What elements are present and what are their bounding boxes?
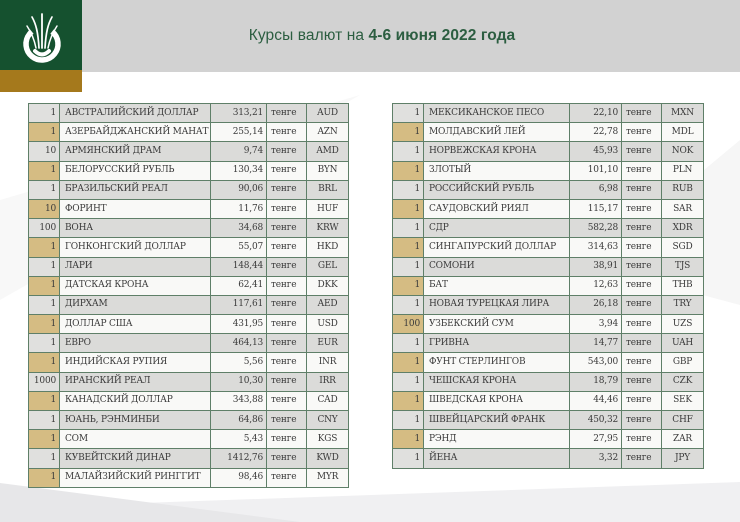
currency-name-cell: ГОНКОНГСКИЙ ДОЛЛАР (60, 238, 211, 257)
currency-code-cell: AMD (307, 142, 349, 161)
table-row (29, 219, 349, 238)
rate-cell: 115,17 (570, 199, 622, 218)
unit-cell: тенге (267, 276, 307, 295)
unit-cell: тенге (622, 430, 662, 449)
table-row (29, 276, 349, 295)
currency-name-cell: КАНАДСКИЙ ДОЛЛАР (60, 391, 211, 410)
currency-name-cell: ШВЕЙЦАРСКИЙ ФРАНК (424, 411, 570, 430)
unit-cell: тенге (622, 161, 662, 180)
rate-cell: 26,18 (570, 295, 622, 314)
qty-cell: 1 (393, 161, 424, 180)
rate-cell: 1412,76 (211, 449, 267, 468)
qty-cell: 1 (393, 142, 424, 161)
currency-code-cell: ZAR (662, 430, 704, 449)
currency-name-cell: ЧЕШСКАЯ КРОНА (424, 372, 570, 391)
unit-cell: тенге (267, 219, 307, 238)
currency-name-cell: СОМОНИ (424, 257, 570, 276)
rate-cell: 431,95 (211, 315, 267, 334)
rate-cell: 22,78 (570, 123, 622, 142)
page-title (24, 0, 740, 72)
table-row (393, 449, 704, 468)
currency-name-cell: ФОРИНТ (60, 199, 211, 218)
qty-cell: 1 (393, 219, 424, 238)
currency-code-cell: TRY (662, 295, 704, 314)
unit-cell: тенге (267, 430, 307, 449)
currency-code-cell: NOK (662, 142, 704, 161)
currency-code-cell: UAH (662, 334, 704, 353)
currency-name-cell: ЗЛОТЫЙ (424, 161, 570, 180)
unit-cell: тенге (622, 372, 662, 391)
rate-cell: 6,98 (570, 180, 622, 199)
qty-cell: 10 (29, 142, 60, 161)
unit-cell: тенге (267, 449, 307, 468)
unit-cell: тенге (622, 219, 662, 238)
logo-gold-block (0, 70, 82, 92)
qty-cell: 1 (393, 430, 424, 449)
bank-logo (0, 0, 82, 70)
table-row (393, 411, 704, 430)
table-row (29, 104, 349, 123)
rate-cell: 12,63 (570, 276, 622, 295)
table-row (29, 372, 349, 391)
currency-name-cell: БАТ (424, 276, 570, 295)
unit-cell: тенге (267, 161, 307, 180)
currency-name-cell: ИНДИЙСКАЯ РУПИЯ (60, 353, 211, 372)
qty-cell: 1 (29, 353, 60, 372)
unit-cell: тенге (267, 391, 307, 410)
currency-name-cell: ИРАНСКИЙ РЕАЛ (60, 372, 211, 391)
rate-cell: 582,28 (570, 219, 622, 238)
unit-cell: тенге (622, 295, 662, 314)
currency-name-cell: ЛАРИ (60, 257, 211, 276)
currency-name-cell: САУДОВСКИЙ РИЯЛ (424, 199, 570, 218)
unit-cell: тенге (267, 468, 307, 487)
currency-name-cell: АЗЕРБАЙДЖАНСКИЙ МАНАТ (60, 123, 211, 142)
currency-name-cell: ШВЕДСКАЯ КРОНА (424, 391, 570, 410)
qty-cell: 1 (29, 295, 60, 314)
qty-cell: 1 (29, 276, 60, 295)
currency-code-cell: KGS (307, 430, 349, 449)
table-row (29, 180, 349, 199)
qty-cell: 1000 (29, 372, 60, 391)
table-row (393, 257, 704, 276)
qty-cell: 1 (393, 123, 424, 142)
rate-cell: 464,13 (211, 334, 267, 353)
currency-code-cell: RUB (662, 180, 704, 199)
unit-cell: тенге (622, 449, 662, 468)
currency-code-cell: JPY (662, 449, 704, 468)
table-row (29, 161, 349, 180)
table-row (29, 430, 349, 449)
currency-code-cell: HUF (307, 199, 349, 218)
currency-name-cell: НОРВЕЖСКАЯ КРОНА (424, 142, 570, 161)
rate-cell: 3,94 (570, 315, 622, 334)
qty-cell: 10 (29, 199, 60, 218)
qty-cell: 1 (29, 257, 60, 276)
currency-code-cell: PLN (662, 161, 704, 180)
currency-name-cell: АВСТРАЛИЙСКИЙ ДОЛЛАР (60, 104, 211, 123)
rate-cell: 55,07 (211, 238, 267, 257)
currency-name-cell: ДОЛЛАР США (60, 315, 211, 334)
currency-code-cell: SGD (662, 238, 704, 257)
currency-name-cell: ФУНТ СТЕРЛИНГОВ (424, 353, 570, 372)
table-row (29, 411, 349, 430)
unit-cell: тенге (622, 391, 662, 410)
rate-cell: 11,76 (211, 199, 267, 218)
table-row (393, 276, 704, 295)
rate-cell: 148,44 (211, 257, 267, 276)
table-row (29, 295, 349, 314)
currency-code-cell: HKD (307, 238, 349, 257)
qty-cell: 1 (29, 334, 60, 353)
currency-name-cell: ДИРХАМ (60, 295, 211, 314)
rate-cell: 255,14 (211, 123, 267, 142)
qty-cell: 1 (393, 411, 424, 430)
table-row (29, 353, 349, 372)
rate-cell: 22,10 (570, 104, 622, 123)
currency-name-cell: НОВАЯ ТУРЕЦКАЯ ЛИРА (424, 295, 570, 314)
currency-name-cell: УЗБЕКСКИЙ СУМ (424, 315, 570, 334)
unit-cell: тенге (267, 295, 307, 314)
unit-cell: тенге (267, 104, 307, 123)
qty-cell: 1 (29, 391, 60, 410)
unit-cell: тенге (622, 180, 662, 199)
unit-cell: тенге (622, 238, 662, 257)
qty-cell: 1 (393, 257, 424, 276)
currency-name-cell: ВОНА (60, 219, 211, 238)
rate-cell: 543,00 (570, 353, 622, 372)
table-row (29, 142, 349, 161)
qty-cell: 1 (393, 295, 424, 314)
table-row (29, 468, 349, 487)
table-row (393, 180, 704, 199)
currency-code-cell: KRW (307, 219, 349, 238)
rate-cell: 130,34 (211, 161, 267, 180)
qty-cell: 1 (29, 104, 60, 123)
table-row (29, 199, 349, 218)
unit-cell: тенге (267, 257, 307, 276)
currency-code-cell: DKK (307, 276, 349, 295)
exchange-rates-table-right (392, 103, 704, 469)
currency-name-cell: СИНГАПУРСКИЙ ДОЛЛАР (424, 238, 570, 257)
currency-name-cell: СДР (424, 219, 570, 238)
currency-code-cell: IRR (307, 372, 349, 391)
rate-cell: 343,88 (211, 391, 267, 410)
currency-code-cell: CHF (662, 411, 704, 430)
unit-cell: тенге (267, 411, 307, 430)
table-row (393, 161, 704, 180)
currency-name-cell: РОССИЙСКИЙ РУБЛЬ (424, 180, 570, 199)
currency-code-cell: CAD (307, 391, 349, 410)
title-regular: Курсы валют на (248, 27, 369, 44)
rate-cell: 62,41 (211, 276, 267, 295)
qty-cell: 1 (393, 391, 424, 410)
unit-cell: тенге (267, 199, 307, 218)
table-row (393, 199, 704, 218)
qty-cell: 1 (393, 449, 424, 468)
rate-cell: 14,77 (570, 334, 622, 353)
rate-cell: 9,74 (211, 142, 267, 161)
table-row (393, 142, 704, 161)
currency-name-cell: АРМЯНСКИЙ ДРАМ (60, 142, 211, 161)
table-row (29, 391, 349, 410)
qty-cell: 1 (393, 180, 424, 199)
rate-cell: 90,06 (211, 180, 267, 199)
currency-code-cell: XDR (662, 219, 704, 238)
unit-cell: тенге (267, 372, 307, 391)
unit-cell: тенге (622, 315, 662, 334)
qty-cell: 1 (393, 372, 424, 391)
rate-cell: 27,95 (570, 430, 622, 449)
table-row (393, 219, 704, 238)
rate-cell: 3,32 (570, 449, 622, 468)
qty-cell: 1 (393, 238, 424, 257)
table-row (393, 315, 704, 334)
currency-code-cell: AUD (307, 104, 349, 123)
currency-code-cell: UZS (662, 315, 704, 334)
currency-code-cell: GBP (662, 353, 704, 372)
currency-code-cell: BYN (307, 161, 349, 180)
qty-cell: 100 (393, 315, 424, 334)
currency-code-cell: TJS (662, 257, 704, 276)
table-row (29, 334, 349, 353)
currency-name-cell: СОМ (60, 430, 211, 449)
currency-name-cell: ЙЕНА (424, 449, 570, 468)
currency-code-cell: THB (662, 276, 704, 295)
rate-cell: 44,46 (570, 391, 622, 410)
unit-cell: тенге (267, 353, 307, 372)
qty-cell: 1 (29, 315, 60, 334)
unit-cell: тенге (622, 199, 662, 218)
qty-cell: 1 (393, 104, 424, 123)
bank-emblem-icon (20, 7, 64, 65)
rate-cell: 5,56 (211, 353, 267, 372)
qty-cell: 1 (29, 161, 60, 180)
table-row (29, 449, 349, 468)
table-row (29, 123, 349, 142)
table-row (393, 295, 704, 314)
rate-cell: 45,93 (570, 142, 622, 161)
unit-cell: тенге (622, 123, 662, 142)
table-row (393, 238, 704, 257)
unit-cell: тенге (622, 276, 662, 295)
currency-code-cell: MDL (662, 123, 704, 142)
rate-cell: 117,61 (211, 295, 267, 314)
table-row (29, 315, 349, 334)
currency-name-cell: МОЛДАВСКИЙ ЛЕЙ (424, 123, 570, 142)
rate-cell: 98,46 (211, 468, 267, 487)
currency-code-cell: MXN (662, 104, 704, 123)
rate-cell: 101,10 (570, 161, 622, 180)
qty-cell: 1 (29, 468, 60, 487)
currency-code-cell: SEK (662, 391, 704, 410)
table-row (393, 372, 704, 391)
unit-cell: тенге (622, 257, 662, 276)
currency-name-cell: ГРИВНА (424, 334, 570, 353)
currency-name-cell: РЭНД (424, 430, 570, 449)
rate-cell: 18,79 (570, 372, 622, 391)
qty-cell: 1 (393, 199, 424, 218)
unit-cell: тенге (622, 104, 662, 123)
qty-cell: 1 (29, 411, 60, 430)
rate-cell: 5,43 (211, 430, 267, 449)
currency-name-cell: КУВЕЙТСКИЙ ДИНАР (60, 449, 211, 468)
rate-cell: 313,21 (211, 104, 267, 123)
currency-code-cell: INR (307, 353, 349, 372)
currency-code-cell: MYR (307, 468, 349, 487)
rate-cell: 10,30 (211, 372, 267, 391)
rate-cell: 64,86 (211, 411, 267, 430)
currency-name-cell: ЮАНЬ, РЭНМИНБИ (60, 411, 211, 430)
unit-cell: тенге (622, 353, 662, 372)
currency-name-cell: ДАТСКАЯ КРОНА (60, 276, 211, 295)
currency-name-cell: ЕВРО (60, 334, 211, 353)
unit-cell: тенге (622, 411, 662, 430)
table-row (393, 334, 704, 353)
rate-cell: 34,68 (211, 219, 267, 238)
qty-cell: 1 (29, 123, 60, 142)
currency-code-cell: CZK (662, 372, 704, 391)
unit-cell: тенге (622, 334, 662, 353)
currency-code-cell: AED (307, 295, 349, 314)
currency-name-cell: МЕКСИКАНСКОЕ ПЕСО (424, 104, 570, 123)
title-date-bold: 4-6 июня 2022 года (368, 27, 516, 44)
unit-cell: тенге (267, 334, 307, 353)
currency-code-cell: USD (307, 315, 349, 334)
rate-cell: 314,63 (570, 238, 622, 257)
table-row (393, 123, 704, 142)
qty-cell: 1 (29, 238, 60, 257)
table-row (393, 391, 704, 410)
qty-cell: 1 (29, 449, 60, 468)
rate-cell: 450,32 (570, 411, 622, 430)
qty-cell: 1 (393, 353, 424, 372)
currency-name-cell: МАЛАЙЗИЙСКИЙ РИНГГИТ (60, 468, 211, 487)
currency-code-cell: AZN (307, 123, 349, 142)
qty-cell: 1 (393, 334, 424, 353)
qty-cell: 1 (29, 180, 60, 199)
unit-cell: тенге (267, 238, 307, 257)
table-row (393, 353, 704, 372)
currency-code-cell: GEL (307, 257, 349, 276)
rate-cell: 38,91 (570, 257, 622, 276)
unit-cell: тенге (622, 142, 662, 161)
qty-cell: 100 (29, 219, 60, 238)
currency-code-cell: KWD (307, 449, 349, 468)
unit-cell: тенге (267, 180, 307, 199)
unit-cell: тенге (267, 142, 307, 161)
currency-code-cell: CNY (307, 411, 349, 430)
exchange-rates-table-left (28, 103, 349, 488)
qty-cell: 1 (393, 276, 424, 295)
unit-cell: тенге (267, 315, 307, 334)
currency-code-cell: EUR (307, 334, 349, 353)
currency-code-cell: BRL (307, 180, 349, 199)
table-row (29, 238, 349, 257)
currency-name-cell: БРАЗИЛЬСКИЙ РЕАЛ (60, 180, 211, 199)
currency-name-cell: БЕЛОРУССКИЙ РУБЛЬ (60, 161, 211, 180)
currency-code-cell: SAR (662, 199, 704, 218)
unit-cell: тенге (267, 123, 307, 142)
qty-cell: 1 (29, 430, 60, 449)
table-row (393, 104, 704, 123)
table-row (393, 430, 704, 449)
table-row (29, 257, 349, 276)
